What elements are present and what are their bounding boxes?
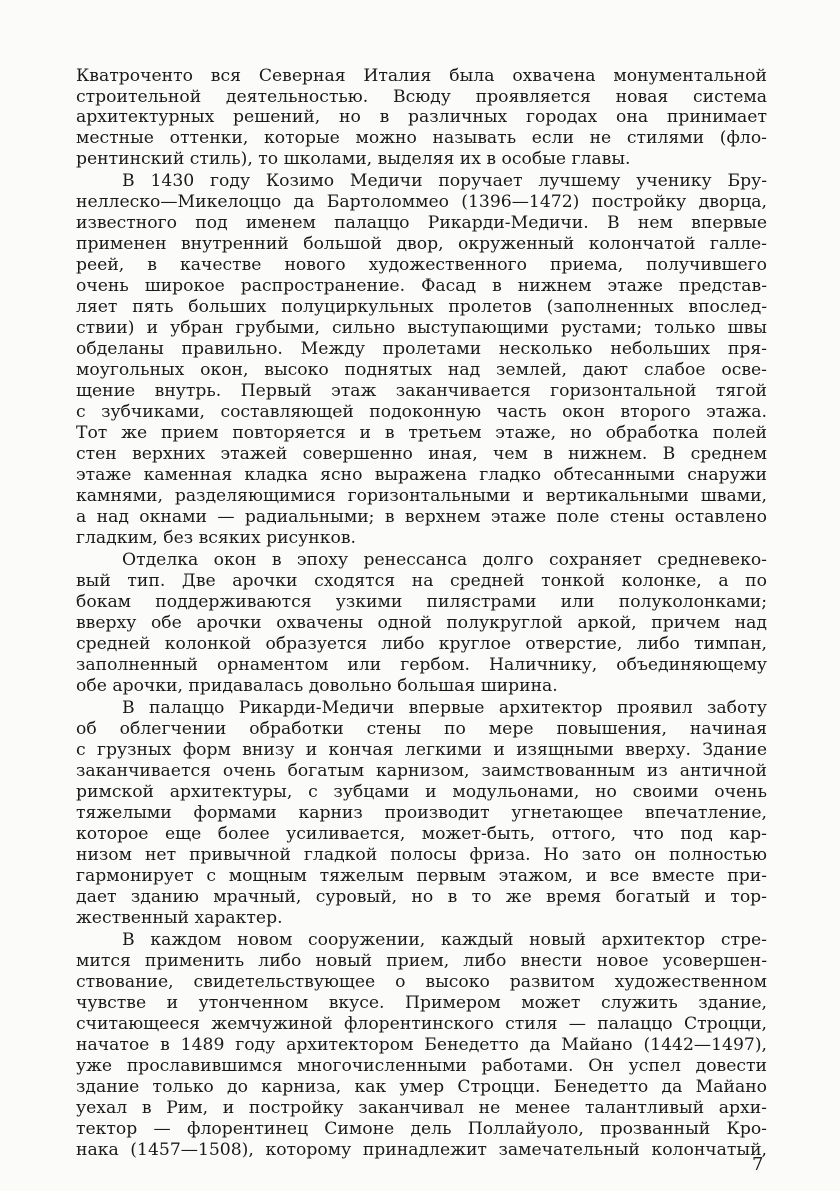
text-line: уже прославившимся многочисленными работами. Он успел довести (76, 1056, 767, 1076)
text-line: низом нет привычной гладкой полосы фриза. Но зато он полностью (76, 845, 767, 865)
text-line: здание только до карниза, как умер Строцци. Бенедетто да Майано (76, 1077, 767, 1097)
text-line: римской архитектуры, с зубцами и модульонами, но своими очень (76, 782, 767, 802)
text-line: Тот же прием повторяется и в третьем этаже, но обработка полей (76, 423, 767, 443)
text-line: а над окнами — радиальными; в верхнем этаже поле стены оставлено (76, 507, 767, 527)
text-line: тектор — флорентинец Симоне дель Поллайуоло, прозванный Кро- (76, 1119, 767, 1139)
text-line: начатое в 1489 году архитектором Бенедетто да Майано (1442—1497), (76, 1035, 767, 1055)
text-line: ствование, свидетельствующее о высоко развитом художественном (76, 972, 767, 992)
text-line: нака (1457—1508), которому принадлежит замечательный колончатый, (76, 1140, 767, 1160)
text-line: реей, в качестве нового художественного приема, получившего (76, 255, 767, 275)
text-line: щение внутрь. Первый этаж заканчивается горизонтальной тягой (76, 381, 767, 401)
text-line: ляет пять больших полуциркульных пролетов (заполненных впослед- (76, 297, 767, 317)
text-line: камнями, разделяющимися горизонтальными и вертикальными швами, (76, 486, 767, 506)
text-line: известного под именем палаццо Рикарди-Медичи. В нем впервые (76, 213, 767, 233)
text-line: дает зданию мрачный, суровый, но в то же время богатый и тор- (76, 887, 767, 907)
text-line: В 1430 году Козимо Медичи поручает лучшему ученику Бру- (122, 171, 767, 191)
text-line: рентинский стиль), то школами, выделяя их в особые главы. (76, 149, 631, 169)
text-line: средней колонкой образуется либо круглое отверстие, либо тимпан, (76, 634, 767, 654)
text-line: уехал в Рим, и постройку заканчивал не менее талантливый архи- (76, 1098, 767, 1118)
text-line: об облегчении обработки стены по мере повышения, начиная (76, 719, 767, 739)
text-line: заканчивается очень богатым карнизом, заимствованным из античной (76, 761, 767, 781)
text-line: архитектурных решений, но в различных городах она принимает (76, 107, 767, 127)
text-line: тяжелыми формами карниз производит угнетающее впечатление, (76, 803, 767, 823)
text-line: жественный характер. (76, 908, 283, 928)
text-line: гладким, без всяких рисунков. (76, 528, 356, 548)
text-line: стен верхних этажей совершенно иная, чем в нижнем. В среднем (76, 444, 767, 464)
text-line: В каждом новом сооружении, каждый новый архитектор стре- (122, 930, 767, 950)
text-line: обе арочки, придавалась довольно большая ширина. (76, 676, 558, 696)
text-line: вый тип. Две арочки сходятся на средней тонкой колонке, а по (76, 571, 767, 591)
text-line: местные оттенки, которые можно называть если не стилями (фло- (76, 128, 767, 148)
text-line: В палаццо Рикарди-Медичи впервые архитектор проявил заботу (122, 698, 767, 718)
text-line: моугольных окон, высоко поднятых над землей, дают слабое осве- (76, 360, 767, 380)
text-line: с грузных форм внизу и кончая легкими и изящными вверху. Здание (76, 740, 767, 760)
text-line: гармонирует с мощным тяжелым первым этажом, и все вместе при- (76, 866, 767, 886)
text-line: очень широкое распространение. Фасад в нижнем этаже представ- (76, 276, 767, 296)
text-line: считающееся жемчужиной флорентинского стиля — палаццо Строцци, (76, 1014, 767, 1034)
text-line: строительной деятельностью. Всюду проявляется новая система (76, 87, 767, 107)
text-line: вверху обе арочки охвачены одной полукруглой аркой, причем над (76, 613, 767, 633)
text-line: чувстве и утонченном вкусе. Примером может служить здание, (76, 993, 767, 1013)
text-line: которое еще более усиливается, может-быть, оттого, что под кар- (76, 824, 767, 844)
text-line: мится применить либо новый прием, либо внести новое усовершен- (76, 951, 767, 971)
text-line: Отделка окон в эпоху ренессанса долго сохраняет средневеко- (122, 550, 767, 570)
text-line: с зубчиками, составляющей подоконную часть окон второго этажа. (76, 402, 767, 422)
page-number: 7 (752, 1154, 764, 1175)
text-line: этаже каменная кладка ясно выражена гладко обтесанными снаружи (76, 465, 767, 485)
text-line: обделаны правильно. Между пролетами несколько небольших пря- (76, 339, 767, 359)
text-line: заполненный орнаментом или гербом. Наличнику, объединяющему (76, 655, 767, 675)
text-line: неллеско—Микелоццо да Бартоломмео (1396—1472) постройку дворца, (76, 192, 767, 212)
text-line: ствии) и убран грубыми, сильно выступающими рустами; только швы (76, 318, 767, 338)
text-line: бокам поддерживаются узкими пилястрами или полуколонками; (76, 592, 767, 612)
text-line: Кватроченто вся Северная Италия была охвачена монументальной (76, 66, 767, 86)
text-line: применен внутренний большой двор, окруженный колончатой галле- (76, 234, 767, 254)
